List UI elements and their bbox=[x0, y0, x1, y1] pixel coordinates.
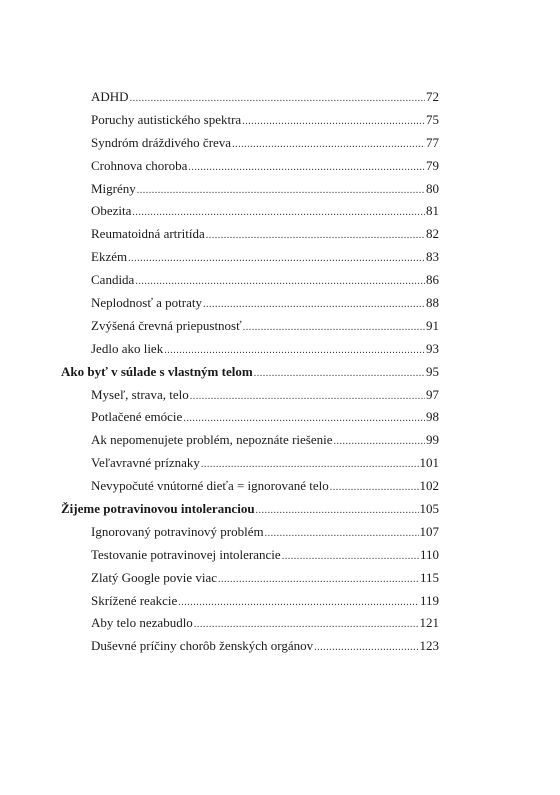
toc-entry-title: Migrény bbox=[91, 180, 136, 196]
toc-chapter-title: Žijeme potravinovou intoleranciou bbox=[61, 501, 255, 517]
toc-entry-title: Ekzém bbox=[91, 249, 128, 265]
dot-leader bbox=[265, 523, 419, 546]
toc-entry-body-remember[interactable] bbox=[61, 612, 439, 635]
toc-page-number: 123 bbox=[419, 638, 439, 654]
toc-page-number: 72 bbox=[426, 89, 439, 104]
toc-entry-title: Syndróm dráždivého čreva bbox=[91, 134, 232, 150]
toc-page-number: 88 bbox=[426, 295, 439, 311]
toc-entry-obesity[interactable] bbox=[61, 200, 439, 223]
dot-leader bbox=[194, 614, 419, 637]
dot-leader bbox=[242, 111, 425, 134]
toc-page-number: 115 bbox=[419, 569, 439, 585]
dot-leader bbox=[206, 225, 425, 248]
toc-page-number: 105 bbox=[419, 501, 439, 517]
dot-leader bbox=[128, 248, 425, 271]
toc-page-number: 97 bbox=[426, 386, 439, 402]
toc-entry-autism[interactable] bbox=[61, 109, 439, 132]
toc-entry-suppressed-emotions[interactable] bbox=[61, 406, 439, 429]
toc-entry-mind-diet-body[interactable] bbox=[61, 384, 439, 407]
dot-leader bbox=[190, 386, 425, 409]
dot-leader bbox=[130, 88, 425, 111]
toc-entry-inner-child[interactable] bbox=[61, 475, 439, 498]
toc-entry-title: Neplodnosť a potraty bbox=[91, 295, 202, 311]
toc-page-number: 83 bbox=[426, 249, 439, 265]
toc-entry-telling-symptoms[interactable] bbox=[61, 452, 439, 475]
toc-page-number: 101 bbox=[419, 455, 439, 471]
toc-entry-ignored-food-problem[interactable] bbox=[61, 521, 439, 544]
toc-entry-title: Skrížené reakcie bbox=[91, 592, 178, 608]
toc-page-number: 107 bbox=[419, 523, 439, 539]
toc-page-number: 99 bbox=[426, 432, 439, 448]
toc-entry-title: Poruchy autistického spektra bbox=[91, 111, 242, 127]
dot-leader bbox=[164, 340, 425, 363]
toc-entry-adhd[interactable] bbox=[61, 86, 439, 109]
toc-page-number: 86 bbox=[426, 272, 439, 288]
toc-page-number: 110 bbox=[419, 546, 439, 562]
toc-entry-title: Aby telo nezabudlo bbox=[91, 615, 193, 631]
toc-chapter-title: Ako byť v súlade s vlastným telom bbox=[61, 363, 253, 379]
toc-page-number: 119 bbox=[419, 592, 439, 608]
toc-entry-migraines[interactable] bbox=[61, 178, 439, 201]
dot-leader bbox=[201, 454, 419, 477]
toc-entry-intolerance-testing[interactable] bbox=[61, 544, 439, 567]
toc-page-number: 81 bbox=[426, 203, 439, 219]
dot-leader bbox=[135, 271, 425, 294]
toc-entry-title: Zlatý Google povie viac bbox=[91, 569, 217, 585]
toc-entry-title: Zvýšená črevná priepustnosť bbox=[91, 317, 242, 333]
toc-page-number: 82 bbox=[426, 226, 439, 242]
toc-entry-name-the-problem[interactable] bbox=[61, 429, 439, 452]
dot-leader bbox=[254, 363, 425, 386]
toc-entry-title: Reumatoidná artritída bbox=[91, 226, 205, 242]
table-of-contents bbox=[61, 86, 439, 658]
toc-entry-title: Candida bbox=[91, 272, 135, 288]
toc-page-number: 102 bbox=[419, 478, 439, 494]
toc-entry-cross-reactions[interactable] bbox=[61, 590, 439, 613]
toc-entry-title: Potlačené emócie bbox=[91, 409, 183, 425]
toc-entry-eczema[interactable] bbox=[61, 246, 439, 269]
dot-leader bbox=[188, 157, 425, 180]
dot-leader bbox=[232, 134, 425, 157]
dot-leader bbox=[203, 294, 425, 317]
toc-entry-title: ADHD bbox=[91, 89, 129, 104]
toc-entry-title: Ak nepomenujete problém, nepoznáte riešenie bbox=[91, 432, 333, 448]
toc-page-number: 98 bbox=[426, 409, 439, 425]
toc-page-number: 95 bbox=[426, 363, 439, 379]
toc-entry-title: Testovanie potravinovej intolerancie bbox=[91, 546, 281, 562]
toc-entry-leaky-gut[interactable] bbox=[61, 315, 439, 338]
dot-leader bbox=[218, 569, 419, 592]
toc-page-number: 121 bbox=[419, 615, 439, 631]
dot-leader bbox=[330, 477, 419, 500]
dot-leader bbox=[282, 546, 419, 569]
toc-chapter-harmony-with-body[interactable] bbox=[61, 361, 439, 384]
dot-leader bbox=[132, 202, 425, 225]
toc-entry-candida[interactable] bbox=[61, 269, 439, 292]
dot-leader bbox=[183, 408, 425, 431]
toc-entry-arthritis[interactable] bbox=[61, 223, 439, 246]
dot-leader bbox=[137, 180, 425, 203]
dot-leader bbox=[314, 637, 418, 660]
dot-leader bbox=[334, 431, 426, 454]
toc-chapter-food-intolerance[interactable] bbox=[61, 498, 439, 521]
toc-entry-golden-google[interactable] bbox=[61, 567, 439, 590]
toc-entry-title: Myseľ, strava, telo bbox=[91, 386, 189, 402]
toc-page-number: 91 bbox=[426, 317, 439, 333]
toc-page-number: 93 bbox=[426, 340, 439, 356]
toc-entry-crohn[interactable] bbox=[61, 155, 439, 178]
dot-leader bbox=[256, 500, 419, 523]
toc-entry-title: Nevypočuté vnútorné dieťa = ignorované telo bbox=[91, 478, 329, 494]
toc-entry-infertility[interactable] bbox=[61, 292, 439, 315]
toc-entry-title: Veľavravné príznaky bbox=[91, 455, 200, 471]
toc-entry-title: Ignorovaný potravinový problém bbox=[91, 523, 264, 539]
toc-entry-title: Crohnova choroba bbox=[91, 157, 188, 173]
dot-leader bbox=[178, 592, 419, 615]
toc-entry-food-as-medicine[interactable] bbox=[61, 338, 439, 361]
toc-page-number: 80 bbox=[426, 180, 439, 196]
dot-leader bbox=[243, 317, 425, 340]
toc-entry-title: Obezita bbox=[91, 203, 132, 219]
toc-page-number: 79 bbox=[426, 157, 439, 173]
toc-page-number: 77 bbox=[426, 134, 439, 150]
toc-entry-title: Duševné príčiny chorôb ženských orgánov bbox=[91, 638, 314, 654]
toc-entry-ibs[interactable] bbox=[61, 132, 439, 155]
toc-entry-psychic-causes[interactable] bbox=[61, 635, 439, 658]
toc-entry-title: Jedlo ako liek bbox=[91, 340, 164, 356]
toc-page-number: 75 bbox=[426, 111, 439, 127]
